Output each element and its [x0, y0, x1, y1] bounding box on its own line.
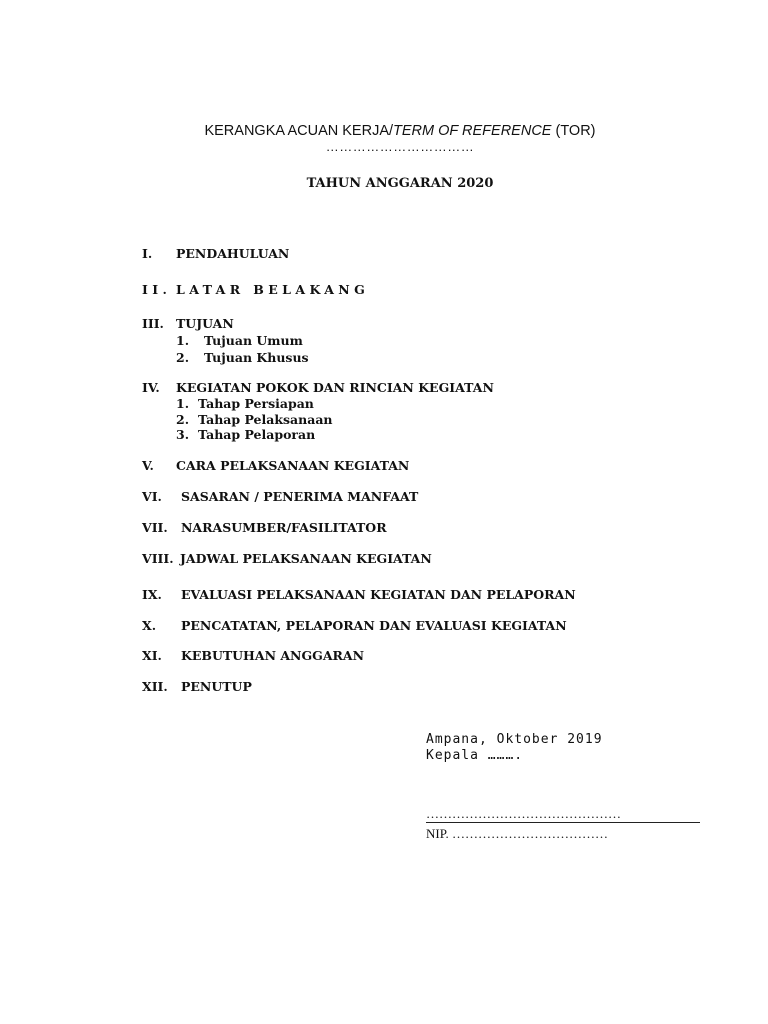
section-label: JADWAL PELAKSANAAN KEGIATAN: [180, 551, 432, 566]
nip-field: NIP. ………………………………: [426, 826, 609, 841]
list-item: [176, 350, 309, 365]
section-number: VI.: [142, 489, 162, 504]
section-label: EVALUASI PELAKSANAAN KEGIATAN DAN PELAPORAN: [181, 587, 576, 602]
section-label: PENCATATAN, PELAPORAN DAN EVALUASI KEGIATAN: [181, 618, 567, 633]
item-number: 1.: [176, 396, 190, 411]
section-label: KEBUTUHAN ANGGARAN: [181, 648, 365, 663]
item-number: 2.: [176, 412, 190, 427]
section-number: III.: [142, 316, 164, 331]
title-suffix: (TOR): [551, 123, 596, 139]
list-item: [176, 412, 333, 427]
item-number: 1.: [176, 333, 190, 348]
section-label: TUJUAN: [176, 316, 234, 331]
item-label: Tujuan Khusus: [204, 350, 309, 365]
section-label: PENUTUP: [181, 679, 252, 694]
item-label: Tahap Pelaksanaan: [198, 412, 333, 427]
section-label: CARA PELAKSANAAN KEGIATAN: [176, 458, 410, 473]
item-label: Tujuan Umum: [204, 333, 303, 348]
section-number: II.: [142, 282, 172, 297]
title-dots: ……………………………: [325, 139, 475, 154]
section-number: IV.: [142, 380, 160, 395]
title-italic-text: TERM OF REFERENCE: [393, 123, 552, 139]
section-number: I.: [142, 246, 153, 261]
section-label: PENDAHULUAN: [176, 246, 290, 261]
item-label: Tahap Pelaporan: [198, 427, 316, 442]
signatory-name-placeholder: ………………………………………: [426, 806, 621, 821]
item-number: 3.: [176, 427, 190, 442]
document-title: [0, 123, 768, 139]
section-label: NARASUMBER/FASILITATOR: [181, 520, 387, 535]
list-item: [176, 396, 314, 411]
section-number: VIII.: [142, 551, 174, 566]
signature-line: [426, 822, 700, 823]
place-date: Ampana, Oktober 2019: [426, 732, 603, 747]
title-text: KERANGKA ACUAN KERJA/: [204, 123, 394, 139]
item-number: 2.: [176, 350, 190, 365]
section-label: KEGIATAN POKOK DAN RINCIAN KEGIATAN: [176, 380, 494, 395]
section-number: V.: [142, 458, 154, 473]
section-label: LATAR BELAKANG: [176, 282, 370, 297]
section-number: IX.: [142, 587, 162, 602]
section-label: SASARAN / PENERIMA MANFAAT: [181, 489, 419, 504]
section-number: XII.: [142, 679, 168, 694]
list-item: [176, 427, 316, 442]
section-number: X.: [142, 618, 157, 633]
signatory-position: Kepala ……….: [426, 748, 524, 763]
item-label: Tahap Persiapan: [198, 396, 314, 411]
section-number: XI.: [142, 648, 162, 663]
section-number: VII.: [142, 520, 168, 535]
list-item: [176, 333, 303, 348]
budget-year-subtitle: TAHUN ANGGARAN 2020: [306, 176, 494, 191]
